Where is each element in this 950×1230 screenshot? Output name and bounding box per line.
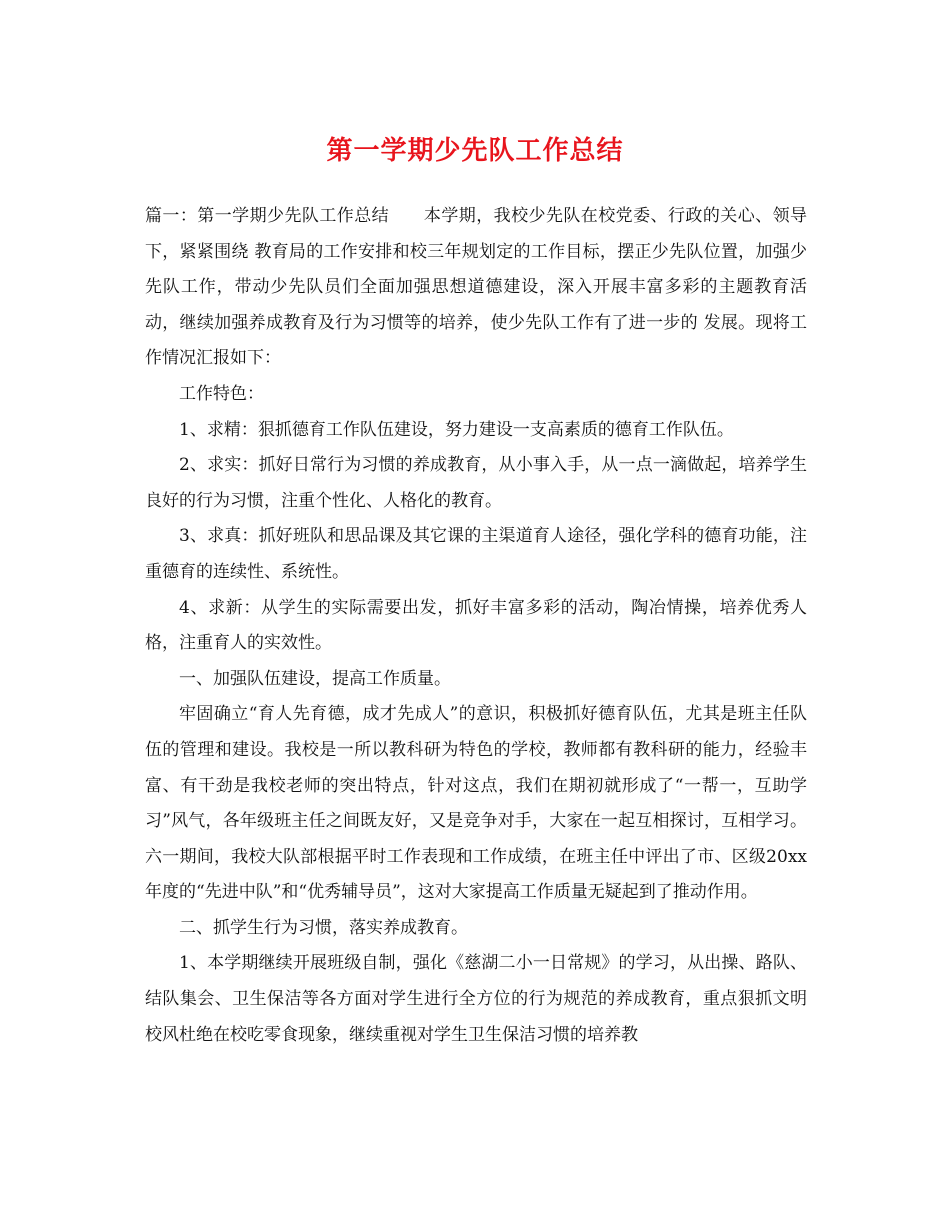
paragraph: 1、求精：狠抓德育工作队伍建设，努力建设一支高素质的德育工作队伍。	[179, 419, 734, 440]
section-heading: 二、抓学生行为习惯，落实养成教育。	[179, 917, 468, 938]
paragraph: 工作特色：	[179, 383, 264, 404]
section-heading: 一、加强队伍建设，提高工作质量。	[179, 668, 451, 689]
paragraph: 篇一：第一学期少先队工作总结 本学期，我校少先队在校党委、行政的关心、领导下，紧紧围绕 教育局的工作安排和校三年规划定的工作目标，摆正少先队位置，加强少先队工作，带动少先队员们全面加强思想道德建设，深入开展丰富多彩的主题教育活动，继续加强养成教育及行为习惯等的培养，使少先队工作有了进一步的 发展。现将工作情况汇报如下：	[145, 206, 807, 369]
paragraph: 1、本学期继续开展班级自制，强化《慈湖二小一日常规》的学习，从出操、路队、结队集会、卫生保洁等各方面对学生进行全方位的行为规范的养成教育，重点狠抓文明校风杜绝在校吃零食现象，继续重视对学生卫生保洁习惯的培养教	[145, 953, 807, 1045]
paragraph: 牢固确立“育人先育德，成才先成人”的意识，积极抓好德育队伍，尤其是班主任队伍的管理和建设。我校是一所以教科研为特色的学校，教师都有教科研的能力，经验丰富、有干劲是我校老师的突出特点，针对这点，我们在期初就形成了“一帮一，互助学习”风气，各年级班主任之间既友好，又是竞争对手，大家在一起互相探讨，互相学习。六一期间，我校大队部根据平时工作表现和工作成绩，在班主任中评出了市、区级20xx年度的“先进中队”和“优秀辅导员”，这对大家提高工作质量无疑起到了推动作用。	[145, 704, 807, 903]
document-title: 第一学期少先队工作总结	[326, 136, 624, 166]
document-body	[145, 199, 807, 1053]
paragraph: 3、求真：抓好班队和思品课及其它课的主渠道育人途径，强化学科的德育功能，注重德育的连续性、系统性。	[145, 526, 807, 582]
paragraph: 2、求实：抓好日常行为习惯的养成教育，从小事入手，从一点一滴做起，培养学生良好的行为习惯，注重个性化、人格化的教育。	[145, 455, 807, 511]
paragraph: 4、求新：从学生的实际需要出发，抓好丰富多彩的活动，陶冶情操，培养优秀人格，注重育人的实效性。	[145, 597, 807, 654]
